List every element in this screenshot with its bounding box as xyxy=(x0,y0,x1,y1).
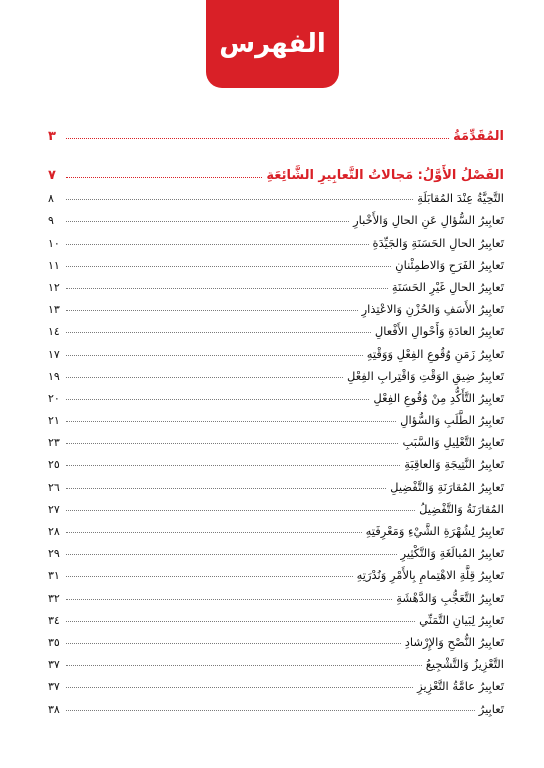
toc-page-number: ٢٥ xyxy=(48,458,60,472)
toc-entry-title: تَعابِيرُ ضِيقِ الوَقْتِ وَاقْتِرابِ الفِعْلِ xyxy=(346,368,504,383)
toc-page-number: ٢٣ xyxy=(48,436,60,450)
toc-entry-title: تَعابِيرُ الأَسَفِ وَالحُزْنِ وَالاعْتِذارِ xyxy=(361,302,504,317)
table-of-contents xyxy=(48,122,504,716)
toc-entry[interactable] xyxy=(48,183,504,205)
dot-leader xyxy=(66,244,369,245)
toc-entry[interactable] xyxy=(48,605,504,627)
toc-page-number: ١٤ xyxy=(48,325,60,339)
dot-leader xyxy=(66,687,413,688)
dot-leader xyxy=(66,710,475,711)
toc-entry[interactable] xyxy=(48,316,504,338)
toc-entry-title: تَعابِيرُ لِشُهْرَةِ الشَّيْءِ وَمَعْرِفَتِهِ xyxy=(365,524,504,538)
toc-page-number: ٢١ xyxy=(48,414,60,428)
toc-page-number: ٢٧ xyxy=(48,502,60,516)
toc-page-number: ١٢ xyxy=(48,280,60,294)
dot-leader xyxy=(66,665,422,666)
toc-entry[interactable] xyxy=(48,516,504,538)
toc-page-number: ٧ xyxy=(48,168,56,183)
toc-page-number: ٣٥ xyxy=(48,635,60,649)
toc-entry[interactable] xyxy=(48,361,504,383)
toc-title-tab xyxy=(206,0,339,88)
toc-page-number: ٣١ xyxy=(48,569,60,583)
toc-entry[interactable] xyxy=(48,494,504,516)
toc-entry[interactable] xyxy=(48,693,504,715)
toc-page-number: ٨ xyxy=(48,192,54,206)
toc-page-number: ٣٧ xyxy=(48,658,60,672)
page-title: الفهرس xyxy=(219,29,326,59)
toc-entry-title: تَعابِيرُ المُبالَغَةِ وَالتَّكْثِيرِ xyxy=(400,546,504,561)
toc-page-number: ٩ xyxy=(48,214,54,228)
dot-leader xyxy=(66,177,262,178)
dot-leader xyxy=(66,332,371,333)
toc-page-number: ١١ xyxy=(48,258,60,272)
dot-leader xyxy=(66,488,386,489)
dot-leader xyxy=(66,554,397,555)
toc-page-number: ٣ xyxy=(48,129,56,144)
toc-entry[interactable] xyxy=(48,427,504,449)
toc-entry-list xyxy=(48,183,504,716)
toc-entry-title: تَعابِيرُ المُقارَنَةِ وَالتَّفْضِيلِ xyxy=(390,479,504,494)
toc-entry-title: تَعابِيرُ قِلَّةِ الاهْتِمامِ بِالأَمْرِ وَنُدْرَتِهِ xyxy=(356,568,504,583)
dot-leader xyxy=(66,643,401,644)
toc-entry-title: المُقارَنَةُ وَالتَّفْضِيلُ xyxy=(419,501,504,516)
dot-leader xyxy=(66,288,388,289)
toc-entry[interactable] xyxy=(48,471,504,493)
toc-entry[interactable] xyxy=(48,538,504,560)
toc-chapter-introduction[interactable] xyxy=(48,122,504,144)
toc-page-number: ٢٠ xyxy=(48,391,60,405)
toc-entry[interactable] xyxy=(48,272,504,294)
toc-entry[interactable] xyxy=(48,338,504,360)
dot-leader xyxy=(66,621,415,622)
toc-entry-title: تَعابِيرُ لِبَيانِ التَّمَنِّي xyxy=(419,612,504,627)
dot-leader xyxy=(66,465,400,466)
toc-entry-title: تَعابِيرُ الفَرَحِ وَالاطمِئْنانِ xyxy=(395,257,504,272)
toc-page-number: ٢٩ xyxy=(48,547,60,561)
toc-entry-title: تَعابِيرُ الحالِ غَيْرِ الحَسَنَةِ xyxy=(391,279,504,294)
toc-entry-title: التَّحِيَّةُ عِنْدَ المُقابَلَةِ xyxy=(417,191,504,206)
toc-entry-title: تَعابِيرُ السُّؤالِ عَنِ الحالِ وَالأَخْبارِ xyxy=(353,213,504,228)
dot-leader xyxy=(66,532,362,533)
dot-leader xyxy=(66,221,349,222)
toc-entry[interactable] xyxy=(48,582,504,604)
toc-page-number: ١٣ xyxy=(48,303,60,317)
toc-page-number: ٣٧ xyxy=(48,680,60,694)
dot-leader xyxy=(66,443,398,444)
toc-entry[interactable] xyxy=(48,560,504,582)
toc-chapter-1[interactable] xyxy=(48,152,504,183)
toc-entry-title: تَعابِيرُ التَّأَكُّدِ مِنْ وُقُوعِ الفِعْلِ xyxy=(373,390,504,405)
toc-page-number: ٣٢ xyxy=(48,591,60,605)
toc-entry[interactable] xyxy=(48,627,504,649)
toc-page-number: ٢٨ xyxy=(48,525,60,538)
toc-entry-title: تَعابِيرُ زَمَنِ وُقُوعِ الفِعْلِ وَوَقْتِهِ xyxy=(366,346,504,361)
toc-entry-title: التَّعْزِيزُ وَالتَّشْجِيعُ xyxy=(425,657,504,672)
toc-entry-title: تَعابِيرُ التَّعْلِيلِ وَالسَّبَبِ xyxy=(402,435,504,450)
toc-entry-title: تَعابِيرُ النَّتِيجَةِ وَالعاقِبَةِ xyxy=(404,457,504,472)
toc-page-number: ٣٤ xyxy=(48,613,60,627)
dot-leader xyxy=(66,355,363,356)
toc-entry[interactable] xyxy=(48,250,504,272)
toc-entry-title: تَعابِيرُ الطَّلَبِ وَالسُّؤالِ xyxy=(400,413,504,428)
dot-leader xyxy=(66,377,343,378)
toc-entry[interactable] xyxy=(48,449,504,471)
toc-page-number: ١٧ xyxy=(48,347,60,361)
toc-entry[interactable] xyxy=(48,294,504,316)
toc-page-number: ٣٨ xyxy=(48,702,60,716)
toc-page-number: ٢٦ xyxy=(48,480,60,494)
toc-entry[interactable] xyxy=(48,405,504,427)
toc-entry[interactable] xyxy=(48,205,504,227)
toc-entry[interactable] xyxy=(48,383,504,405)
dot-leader xyxy=(66,399,369,400)
toc-page-number: ١٠ xyxy=(48,236,60,250)
toc-entry-title: تَعابِيرُ عامَّةُ التَّعْزِيزِ xyxy=(417,679,504,694)
toc-page-number: ١٩ xyxy=(48,369,60,383)
toc-entry-title: تَعابِيرُ العادَةِ وَأَحْوالِ الأَفْعالِ xyxy=(374,324,504,339)
toc-entry-title: تَعابِيرُ xyxy=(478,701,504,716)
toc-entry-title: تَعابِيرُ التَّعَجُّبِ وَالدَّهْشَةِ xyxy=(396,590,504,605)
toc-chapter-title: الفَصْلُ الأَوَّلُ: مَجالاتُ التَّعابِيرِ الشَّائِعَةِ xyxy=(266,168,504,183)
dot-leader xyxy=(66,599,392,600)
dot-leader xyxy=(66,199,413,200)
dot-leader xyxy=(66,421,396,422)
toc-entry-title: تَعابِيرُ الحالِ الحَسَنَةِ وَالجَيِّدَةِ xyxy=(372,235,504,250)
toc-entry[interactable] xyxy=(48,227,504,249)
toc-entry[interactable] xyxy=(48,649,504,671)
dot-leader xyxy=(66,310,358,311)
dot-leader xyxy=(66,510,415,511)
dot-leader xyxy=(66,138,449,139)
toc-chapter-title: المُقَدِّمَةُ xyxy=(453,129,504,144)
dot-leader xyxy=(66,266,391,267)
toc-entry-title: تَعابِيرُ النُّصْحِ وَالإِرْشادِ xyxy=(404,634,504,649)
dot-leader xyxy=(66,576,353,577)
toc-entry[interactable] xyxy=(48,671,504,693)
